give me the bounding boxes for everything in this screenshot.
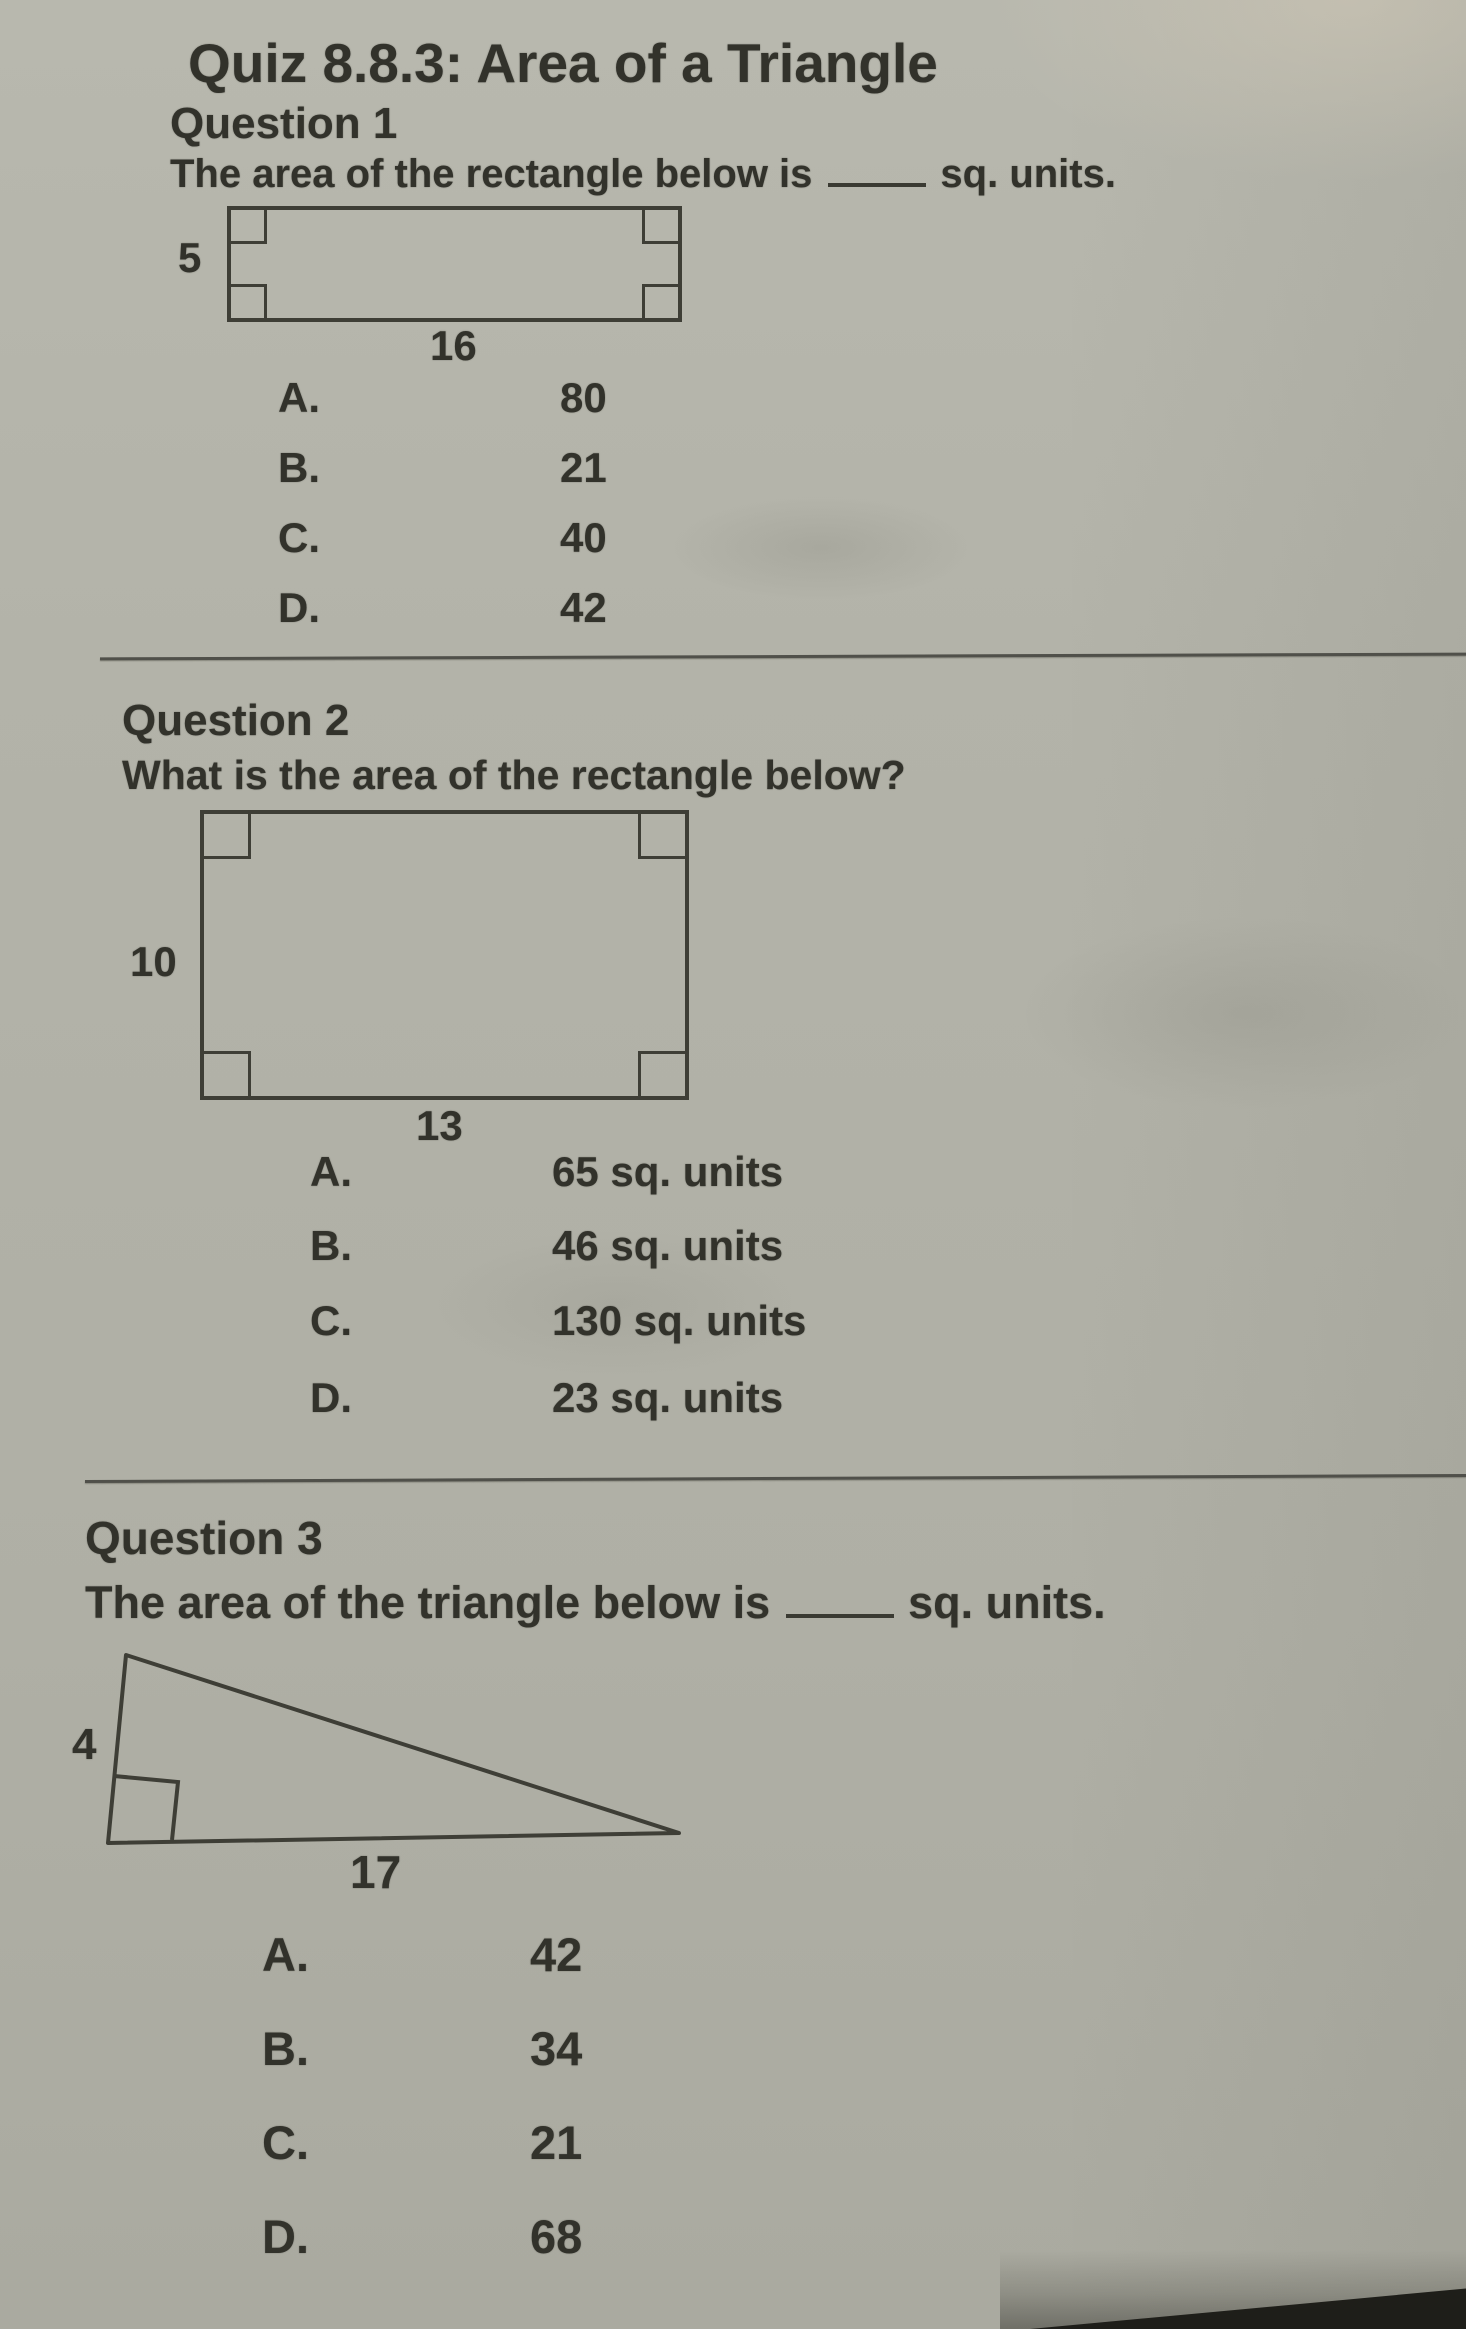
question-3-prompt xyxy=(85,1577,1106,1629)
choice-letter: A. xyxy=(310,1148,352,1195)
question-1-side-label: 5 xyxy=(178,234,202,281)
choice-value: 21 xyxy=(530,2116,583,2169)
right-angle-mark-icon xyxy=(204,814,251,859)
question-1-prompt-start: The area of the rectangle below is xyxy=(170,152,813,196)
question-3-prompt-start: The area of the triangle below is xyxy=(85,1577,771,1628)
question-1-heading: Question 1 xyxy=(170,99,398,148)
section-divider xyxy=(100,653,1466,661)
choice-letter: B. xyxy=(310,1222,352,1269)
question-3-prompt-end: sq. units. xyxy=(908,1577,1106,1628)
question-3-heading: Question 3 xyxy=(85,1512,323,1564)
choice-value: 34 xyxy=(530,2022,583,2075)
choice-letter: C. xyxy=(278,514,320,561)
choice-letter: B. xyxy=(278,444,320,491)
choice-value: 46 sq. units xyxy=(552,1222,784,1269)
choice-value: 23 sq. units xyxy=(552,1374,784,1421)
choice-value: 40 xyxy=(560,514,607,561)
choice-value: 68 xyxy=(530,2210,583,2263)
choice-letter: D. xyxy=(310,1374,352,1421)
choice-value: 80 xyxy=(560,374,607,421)
choice-value: 21 xyxy=(560,444,607,491)
question-1-prompt xyxy=(170,151,1116,197)
choice-value: 42 xyxy=(560,584,607,631)
question-1-rectangle-figure xyxy=(227,206,682,322)
section-divider xyxy=(85,1474,1466,1483)
question-3-side-label: 4 xyxy=(72,1720,97,1769)
question-3-answer-blank xyxy=(786,1583,894,1619)
right-angle-mark-icon xyxy=(204,1051,251,1096)
question-2-base-label: 13 xyxy=(416,1102,463,1149)
choice-letter: C. xyxy=(262,2116,309,2169)
choice-value: 42 xyxy=(530,1928,583,1981)
right-angle-mark-icon xyxy=(638,1051,685,1096)
question-1-base-label: 16 xyxy=(430,322,477,369)
choice-letter: A. xyxy=(262,1928,309,1981)
question-2-side-label: 10 xyxy=(130,938,177,985)
right-angle-mark-icon xyxy=(231,284,267,318)
right-triangle-shape xyxy=(108,1655,679,1843)
choice-letter: D. xyxy=(262,2210,309,2263)
choice-letter: D. xyxy=(278,584,320,631)
question-2-heading: Question 2 xyxy=(122,696,350,745)
choice-value: 130 sq. units xyxy=(552,1297,807,1344)
page-title: Quiz 8.8.3: Area of a Triangle xyxy=(188,32,938,94)
question-1-answer-blank xyxy=(828,155,926,187)
choice-letter: C. xyxy=(310,1297,352,1344)
question-2-prompt: What is the area of the rectangle below? xyxy=(122,752,906,798)
question-3-base-label: 17 xyxy=(350,1846,402,1898)
choice-value: 65 sq. units xyxy=(552,1148,784,1195)
right-angle-mark-icon xyxy=(114,1776,178,1840)
choice-letter: A. xyxy=(278,374,320,421)
right-angle-mark-icon xyxy=(231,210,267,244)
right-angle-mark-icon xyxy=(638,814,685,859)
question-1-prompt-end: sq. units. xyxy=(940,152,1116,196)
right-angle-mark-icon xyxy=(642,284,678,318)
right-angle-mark-icon xyxy=(642,210,678,244)
question-2-rectangle-figure xyxy=(200,810,689,1100)
choice-letter: B. xyxy=(262,2022,309,2075)
